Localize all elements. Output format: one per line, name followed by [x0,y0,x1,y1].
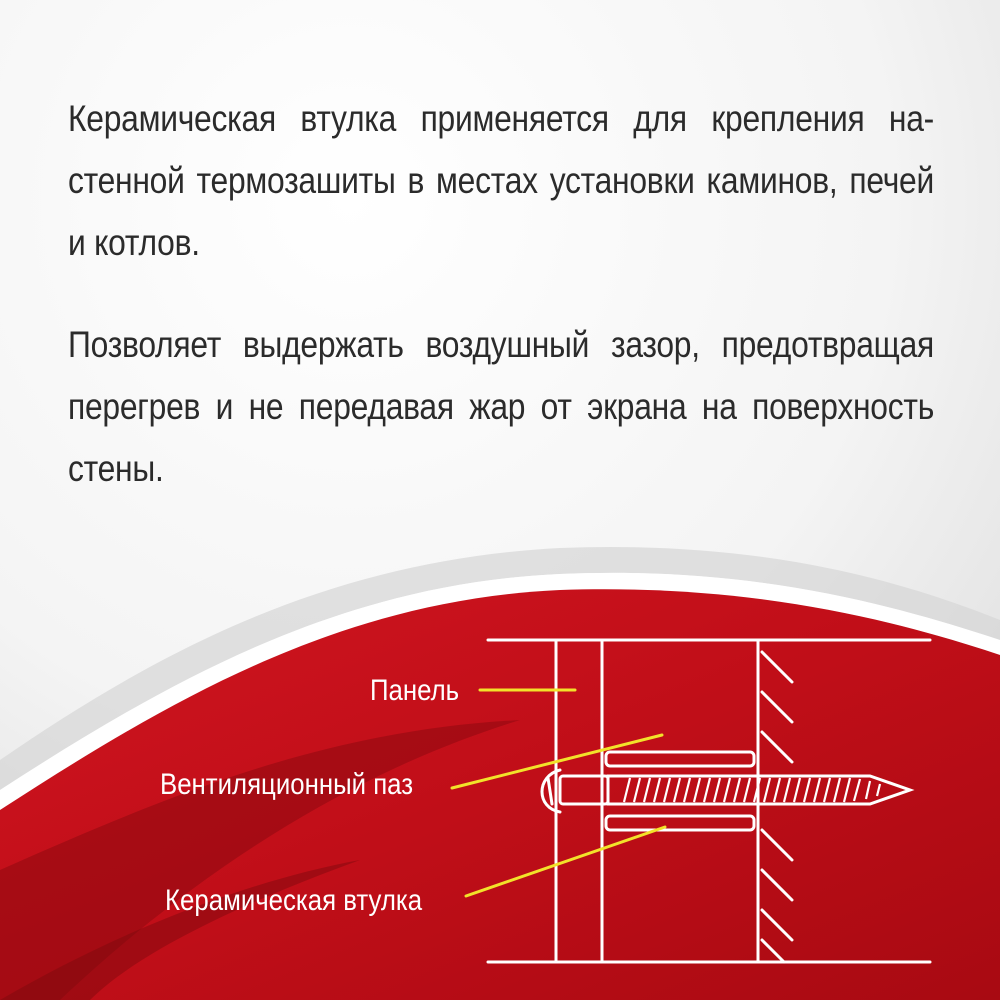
label-ceramic-sleeve: Керамическая втулка [165,884,423,917]
vent-groove-upper [606,752,754,766]
description-text-1: Керамическая втулка применяется для крепления на-стенной термозашиты в местах установки каминов, печей и котлов. [68,98,935,263]
leader-ceramic-sleeve [466,827,665,896]
label-panel: Панель [370,674,460,707]
panel-shape [556,640,602,962]
wall-hatching [762,652,792,962]
description-text-2: Позволяет выдержать воздушный зазор, предотвращая перегрев и не передавая жар от экрана на поверхность стены. [68,324,935,489]
label-vent-groove: Вентиляционный паз [160,768,414,801]
vent-groove-lower [606,816,754,830]
screw-threads [624,778,880,802]
